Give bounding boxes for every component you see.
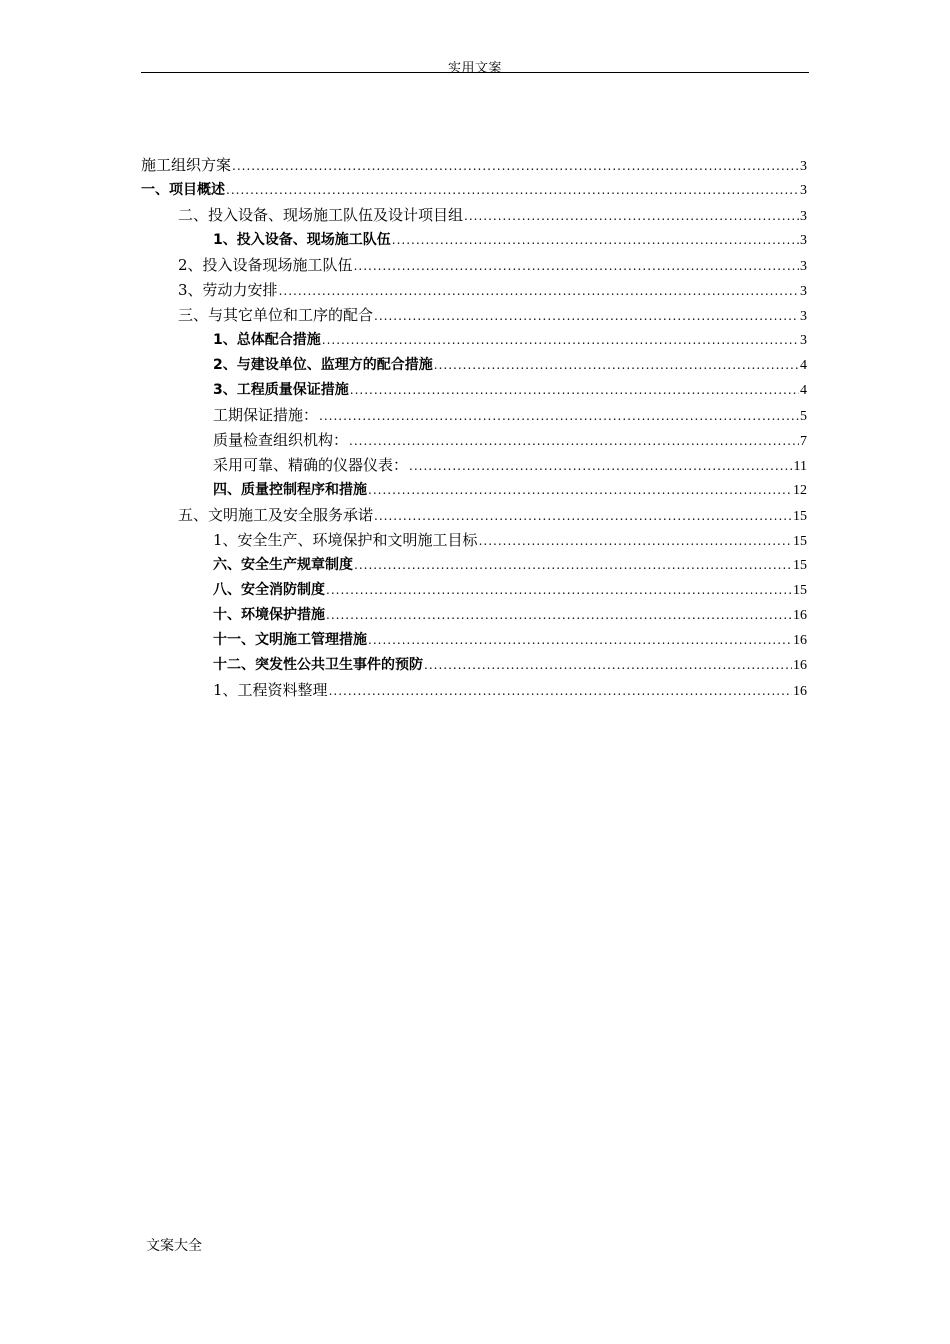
toc-entry-title: 十、环境保护措施 <box>213 607 325 623</box>
toc-entry-title: 文明施工及安全服务承诺 <box>208 506 374 524</box>
toc-entry-page: 3 <box>800 183 807 198</box>
toc-entry[interactable] <box>141 429 807 454</box>
toc-entry-number: 二、 <box>178 206 209 224</box>
toc-entry-number: 三、 <box>178 306 209 324</box>
toc-entry-title: 质量控制程序和措施 <box>241 482 367 498</box>
toc-entry-page: 15 <box>793 509 807 524</box>
toc-entry-title: 劳动力安排 <box>202 281 278 299</box>
toc-entry-title: 六、安全生产规章制度 <box>213 557 353 573</box>
toc-entry-title: 十二、突发性公共卫生事件的预防 <box>213 657 423 673</box>
dot-leader <box>374 509 792 523</box>
toc-entry-title: 与建设单位、监理方的配合措施 <box>236 357 433 373</box>
dot-leader <box>368 483 792 497</box>
toc-entry[interactable] <box>141 479 807 504</box>
dot-leader <box>329 684 792 698</box>
toc-entry-title: 十一、文明施工管理措施 <box>213 632 367 648</box>
toc-entry-page: 16 <box>793 684 807 699</box>
dot-leader <box>326 608 792 622</box>
toc-entry[interactable] <box>141 529 807 554</box>
toc-entry[interactable] <box>141 379 807 404</box>
page-header: 实用文案 <box>447 61 502 76</box>
dot-leader <box>226 183 799 197</box>
toc-entry-page: 5 <box>800 409 807 424</box>
dot-leader <box>354 558 792 572</box>
toc-entry-page: 3 <box>800 333 807 348</box>
toc-entry-title: 投入设备现场施工队伍 <box>202 256 353 274</box>
toc-entry-number: 2、 <box>178 256 203 274</box>
dot-leader <box>319 409 799 423</box>
dot-leader <box>424 658 792 672</box>
toc-entry-page: 3 <box>800 309 807 324</box>
toc-entry-number: 1、 <box>213 531 238 549</box>
toc-entry-number: 五、 <box>178 506 209 524</box>
toc-entry-page: 16 <box>793 633 807 648</box>
toc-entry[interactable] <box>141 629 807 654</box>
dot-leader <box>354 259 799 273</box>
toc-entry-page: 15 <box>793 534 807 549</box>
toc-entry-title: 工期保证措施： <box>213 406 319 424</box>
toc-entry-title: 八、安全消防制度 <box>213 582 325 598</box>
toc-entry-page: 4 <box>800 383 807 398</box>
toc-entry-title: 3、工程质量保证措施 <box>213 382 349 398</box>
toc-entry-page: 7 <box>800 434 807 449</box>
dot-leader <box>326 583 792 597</box>
toc-entry-page: 3 <box>800 233 807 248</box>
toc-entry-page: 12 <box>793 483 807 498</box>
toc-entry[interactable] <box>141 679 807 704</box>
toc-entry[interactable] <box>141 454 807 479</box>
toc-entry-page: 15 <box>793 583 807 598</box>
toc-entry-title: 安全生产、环境保护和文明施工目标 <box>237 531 478 549</box>
page-footer: 文案大全 <box>146 1238 202 1254</box>
toc-entry-page: 3 <box>800 159 807 174</box>
toc-entry-page: 3 <box>800 259 807 274</box>
dot-leader <box>349 434 799 448</box>
toc-entry-number: 四、 <box>213 482 241 498</box>
toc-entry-title: 一、项目概述 <box>141 182 225 198</box>
dot-leader <box>392 233 799 247</box>
toc-entry-title: 投入设备、现场施工队伍 <box>236 232 391 248</box>
toc-entry-title: 投入设备、现场施工队伍及设计项目组 <box>208 206 464 224</box>
header-rule <box>141 72 809 73</box>
toc-entry-page: 4 <box>800 358 807 373</box>
toc-entry-number: 1、 <box>213 332 237 348</box>
toc-entry-title: 质量检查组织机构： <box>213 431 349 449</box>
toc-entry[interactable] <box>141 154 807 179</box>
toc-entry[interactable] <box>141 254 807 279</box>
toc-entry[interactable] <box>141 354 807 379</box>
toc-entry-number: 1、 <box>213 681 238 699</box>
dot-leader <box>232 159 799 173</box>
toc-entry-title: 采用可靠、精确的仪器仪表： <box>213 456 409 474</box>
toc-entry[interactable] <box>141 304 807 329</box>
dot-leader <box>350 383 799 397</box>
dot-leader <box>322 333 799 347</box>
dot-leader <box>279 284 799 298</box>
toc-entry-title: 与其它单位和工序的配合 <box>208 306 374 324</box>
toc-entry-page: 11 <box>793 459 807 474</box>
toc-entry-page: 15 <box>793 558 807 573</box>
toc-entry[interactable] <box>141 329 807 354</box>
dot-leader <box>368 633 792 647</box>
toc-entry-title: 施工组织方案 <box>141 156 232 174</box>
toc-entry-number: 3、 <box>178 281 203 299</box>
dot-leader <box>374 309 799 323</box>
toc-entry[interactable] <box>141 504 807 529</box>
table-of-contents <box>141 154 807 704</box>
toc-entry-title: 总体配合措施 <box>236 332 321 348</box>
dot-leader <box>434 358 799 372</box>
toc-entry-page: 16 <box>793 608 807 623</box>
toc-entry-page: 3 <box>800 209 807 224</box>
toc-entry-title: 工程资料整理 <box>237 681 328 699</box>
toc-entry[interactable] <box>141 404 807 429</box>
toc-entry[interactable] <box>141 204 807 229</box>
dot-leader <box>479 534 792 548</box>
dot-leader <box>409 459 793 473</box>
toc-entry[interactable] <box>141 604 807 629</box>
toc-entry-number: 2、 <box>213 357 237 373</box>
toc-entry[interactable] <box>141 654 807 679</box>
toc-entry-number: 1、 <box>213 232 237 248</box>
toc-entry[interactable] <box>141 179 807 204</box>
toc-entry[interactable] <box>141 554 807 579</box>
toc-entry[interactable] <box>141 279 807 304</box>
toc-entry-page: 16 <box>793 658 807 673</box>
dot-leader <box>464 209 799 223</box>
toc-entry[interactable] <box>141 229 807 254</box>
toc-entry-page: 3 <box>800 284 807 299</box>
toc-entry[interactable] <box>141 579 807 604</box>
